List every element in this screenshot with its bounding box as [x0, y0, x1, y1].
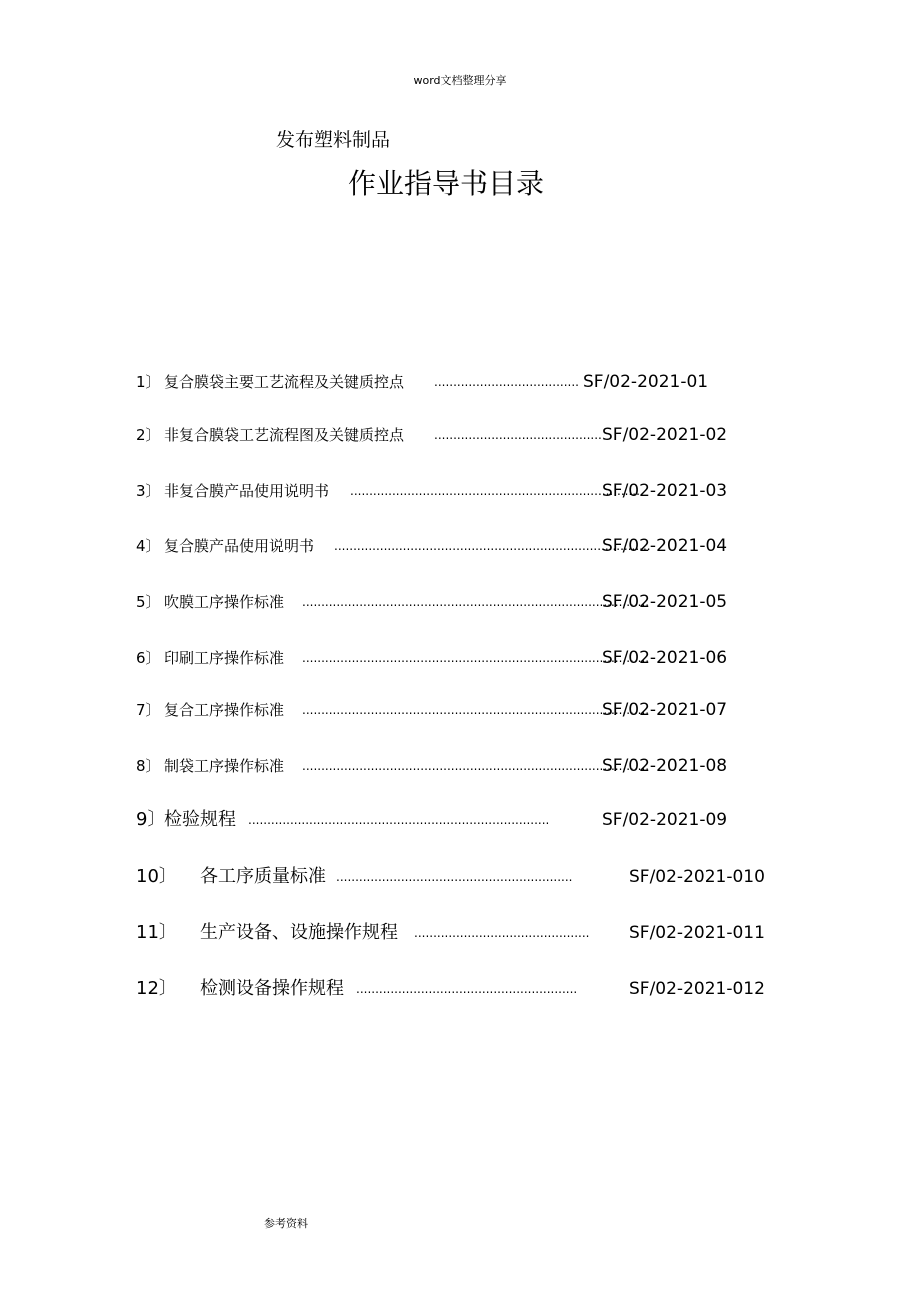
toc-entry-number: 9〕: [136, 809, 166, 830]
toc-dot-leader: ...........................................................................................: [302, 759, 650, 773]
toc-entry-number: 12〕: [136, 978, 177, 999]
toc-entry-title: 复合膜袋主要工艺流程及关键质控点: [164, 373, 405, 391]
toc-entry-code: SF/02-2021-07: [602, 700, 728, 720]
toc-entry-code: SF/02-2021-010: [629, 867, 765, 887]
toc-entry-title: 检测设备操作规程: [200, 978, 344, 999]
toc-entry-number: 8〕: [136, 757, 161, 775]
toc-entry-code: SF/02-2021-01: [583, 372, 709, 392]
document-title: 作业指导书目录: [348, 167, 545, 200]
toc-entry-code: SF/02-2021-05: [602, 592, 728, 612]
toc-dot-leader: ...........................................................................................: [302, 703, 650, 717]
toc-entry-title: 各工序质量标准: [200, 866, 326, 887]
toc-entry-title: 非复合膜产品使用说明书: [164, 482, 330, 500]
toc-dot-leader: ..............................................................: [336, 870, 573, 884]
company-name: 发布塑料制品: [276, 129, 391, 151]
toc-dot-leader: ..............................................: [414, 926, 590, 940]
toc-entry-number: 2〕: [136, 426, 161, 444]
toc-dot-leader: ...................................................................................: [334, 539, 651, 553]
toc-entry-title: 非复合膜袋工艺流程图及关键质控点: [164, 426, 405, 444]
toc-entry-code: SF/02-2021-02: [602, 425, 728, 445]
toc-dot-leader: ............................................................................: [350, 484, 640, 498]
toc-dot-leader: ..........................................................: [356, 982, 578, 996]
toc-entry-number: 11〕: [136, 922, 177, 943]
toc-entry-title: 复合膜产品使用说明书: [164, 537, 315, 555]
toc-dot-leader: ......................................: [434, 375, 579, 389]
toc-entry-code: SF/02-2021-03: [602, 481, 728, 501]
toc-entry-number: 6〕: [136, 649, 161, 667]
toc-entry-code: SF/02-2021-06: [602, 648, 728, 668]
toc-entry-title: 生产设备、设施操作规程: [200, 922, 398, 943]
toc-dot-leader: ...........................................................................................: [302, 595, 650, 609]
page-header-note: word文档整理分享: [413, 74, 507, 87]
toc-entry-number: 4〕: [136, 537, 161, 555]
toc-entry-number: 5〕: [136, 593, 161, 611]
toc-entry-code: SF/02-2021-04: [602, 536, 728, 556]
toc-entry-code: SF/02-2021-09: [602, 810, 728, 830]
toc-entry-title: 吹膜工序操作标准: [164, 593, 285, 611]
toc-entry-number: 3〕: [136, 482, 161, 500]
toc-entry-code: SF/02-2021-012: [629, 979, 765, 999]
toc-entry-title: 检验规程: [164, 809, 236, 830]
toc-entry-code: SF/02-2021-08: [602, 756, 728, 776]
toc-entry-title: 制袋工序操作标准: [164, 757, 285, 775]
toc-entry-code: SF/02-2021-011: [629, 923, 765, 943]
toc-entry-number: 1〕: [136, 373, 161, 391]
toc-dot-leader: ...............................................................................: [248, 813, 550, 827]
toc-dot-leader: ............................................: [434, 428, 602, 442]
toc-entry-title: 复合工序操作标准: [164, 701, 285, 719]
toc-entry-title: 印刷工序操作标准: [164, 649, 285, 667]
toc-entry-number: 10〕: [136, 866, 177, 887]
toc-dot-leader: ...........................................................................................: [302, 651, 650, 665]
page-footer-note: 参考资料: [264, 1217, 308, 1230]
toc-entry-number: 7〕: [136, 701, 161, 719]
